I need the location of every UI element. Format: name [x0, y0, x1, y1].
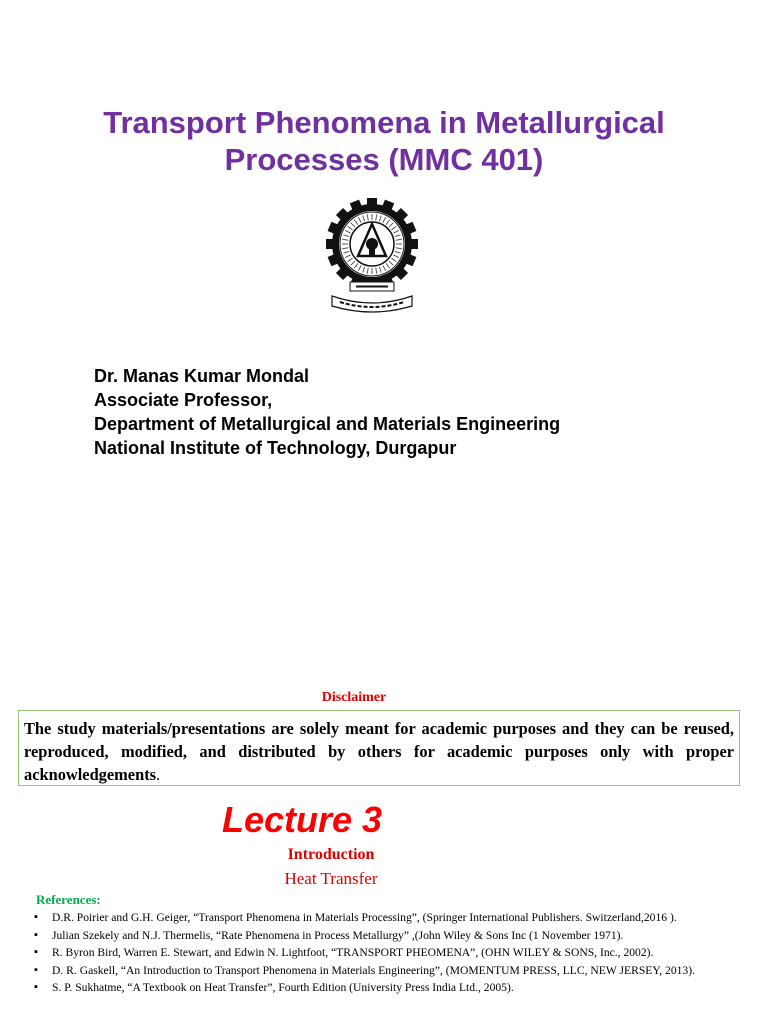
author-designation: Associate Professor, — [94, 390, 273, 410]
slide-title-line-1: Transport Phenomena in Metallurgical — [103, 105, 665, 140]
topic-label: Heat Transfer — [284, 869, 378, 888]
disclaimer-text: The study materials/presentations are solely meant for academic purposes and they can be reused, reproduced, modified, and distributed by others for academic purposes only with proper acknowledgements — [24, 719, 734, 784]
author-block — [94, 364, 560, 460]
lecture-number: Lecture 3 — [222, 799, 383, 840]
introduction-label: Introduction — [287, 846, 375, 863]
nit-durgapur-emblem-icon — [326, 198, 418, 316]
disclaimer-box — [18, 710, 740, 786]
reference-item: ▪ S. P. Sukhatme, “A Textbook on Heat Transfer”, Fourth Edition (University Press India Ltd., 2005). — [34, 980, 756, 996]
reference-item: ▪ R. Byron Bird, Warren E. Stewart, and Edwin N. Lightfoot, “TRANSPORT PHEOMENA”, (OHN WILEY & SONS, Inc., 2002). — [34, 945, 756, 961]
author-name: Dr. Manas Kumar Mondal — [94, 366, 310, 386]
slide-title — [0, 104, 768, 178]
author-department: Department of Metallurgical and Materials Engineering — [94, 414, 561, 434]
reference-item: ▪ D. R. Gaskell, “An Introduction to Transport Phenomena in Materials Engineering”, (MOMENTUM PRESS, LLC, NEW JERSEY, 2013). — [34, 963, 756, 979]
disclaimer-end: . — [156, 765, 161, 784]
slide-title-line-2: Processes (MMC 401) — [224, 142, 544, 177]
references-list — [34, 910, 756, 998]
author-institute: National Institute of Technology, Durgapur — [94, 438, 457, 458]
references-heading: References: — [36, 892, 101, 907]
disclaimer-heading: Disclaimer — [321, 690, 387, 705]
reference-item: ▪ Julian Szekely and N.J. Thermelis, “Rate Phenomena in Process Metallurgy” ,(John Wiley & Sons Inc (1 November 1971). — [34, 928, 756, 944]
reference-item: ▪ D.R. Poirier and G.H. Geiger, “Transport Phenomena in Materials Processing”, (Springer International Publishers. Switzerland,2016 ). — [34, 910, 756, 926]
